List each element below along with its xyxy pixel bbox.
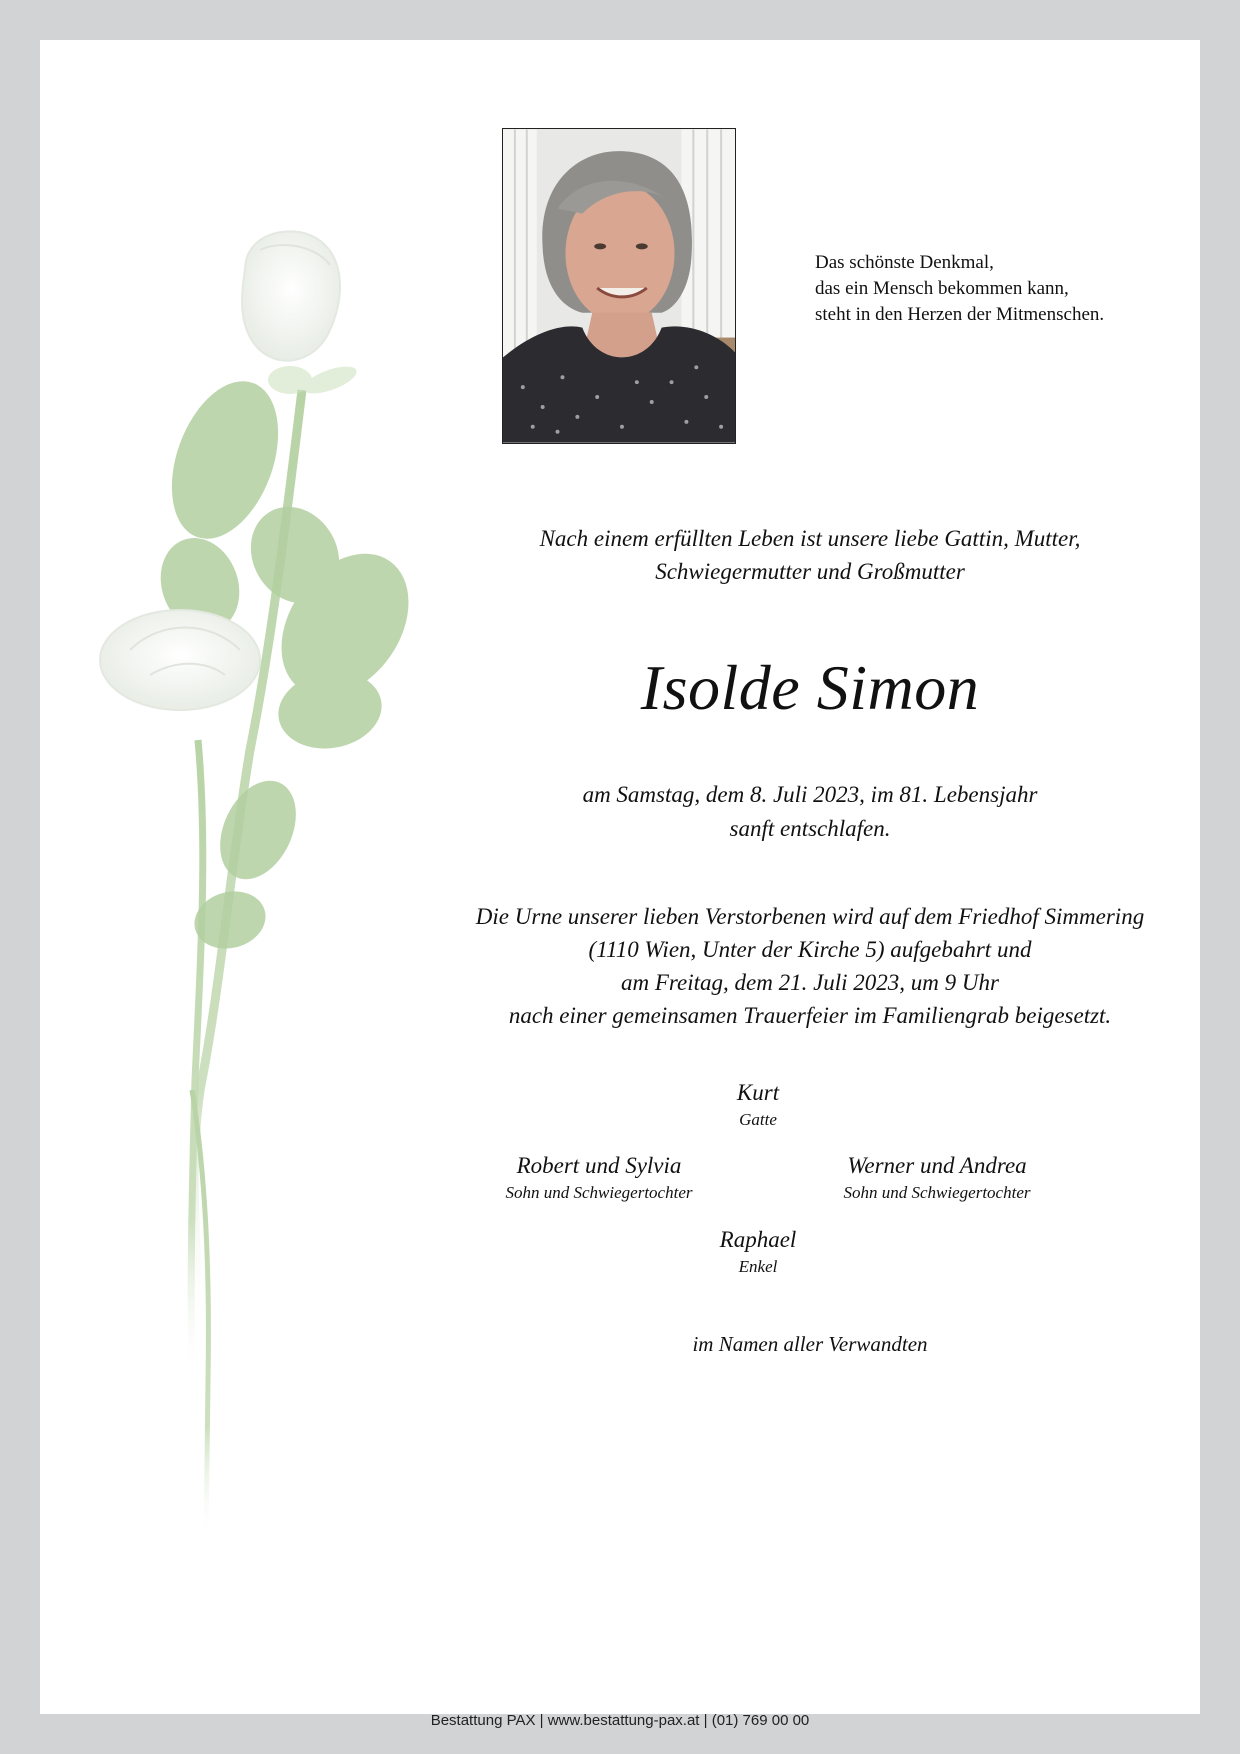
mourner-relation: Gatte xyxy=(739,1110,777,1129)
funeral-home-footer: Bestattung PAX | www.bestattung-pax.at | (01) 769 00 00 xyxy=(430,1712,810,1729)
mourner-relation: Enkel xyxy=(738,1257,778,1276)
obituary-sheet xyxy=(40,40,1200,1729)
memorial-quote xyxy=(815,250,1195,328)
quote-line: steht in den Herzen der Mitmenschen. xyxy=(815,304,1105,325)
mourner-robert-sylvia xyxy=(449,1151,749,1205)
death-notice xyxy=(400,778,1220,846)
mourner-kurt xyxy=(608,1078,908,1132)
ceremony-line: Die Urne unserer lieben Verstorbenen wird auf dem Friedhof Simmering xyxy=(475,904,1145,929)
death-line: am Samstag, dem 8. Juli 2023, im 81. Lebensjahr xyxy=(582,782,1038,807)
intro-line: Nach einem erfüllten Leben ist unsere liebe Gattin, Mutter, xyxy=(539,526,1081,551)
death-line: sanft entschlafen. xyxy=(729,816,891,841)
ceremony-line: (1110 Wien, Unter der Kirche 5) aufgebahrt und xyxy=(588,937,1032,962)
ceremony-details xyxy=(400,900,1220,1032)
quote-line: Das schönste Denkmal, xyxy=(815,252,994,273)
quote-line: das ein Mensch bekommen kann, xyxy=(815,278,1069,299)
mourner-relation: Sohn und Schwiegertochter xyxy=(843,1183,1031,1202)
mourner-werner-andrea xyxy=(787,1151,1087,1205)
mourner-name: Werner und Andrea xyxy=(847,1153,1027,1178)
mourner-relation: Sohn und Schwiegertochter xyxy=(505,1183,693,1202)
closing-line: im Namen aller Verwandten xyxy=(692,1332,928,1356)
portrait-icon xyxy=(503,129,735,443)
mourner-raphael xyxy=(608,1225,908,1279)
intro-text xyxy=(400,522,1220,588)
mourner-name: Robert und Sylvia xyxy=(516,1153,682,1178)
deceased-name: Isolde Simon xyxy=(640,652,980,723)
mourner-name: Kurt xyxy=(736,1080,780,1105)
intro-line: Schwiegermutter und Großmutter xyxy=(655,559,965,584)
mourner-name: Raphael xyxy=(719,1227,797,1252)
ceremony-line: am Freitag, dem 21. Juli 2023, um 9 Uhr xyxy=(621,970,999,995)
ceremony-line: nach einer gemeinsamen Trauerfeier im Familiengrab beigesetzt. xyxy=(508,1003,1112,1028)
portrait-photo xyxy=(502,128,736,444)
